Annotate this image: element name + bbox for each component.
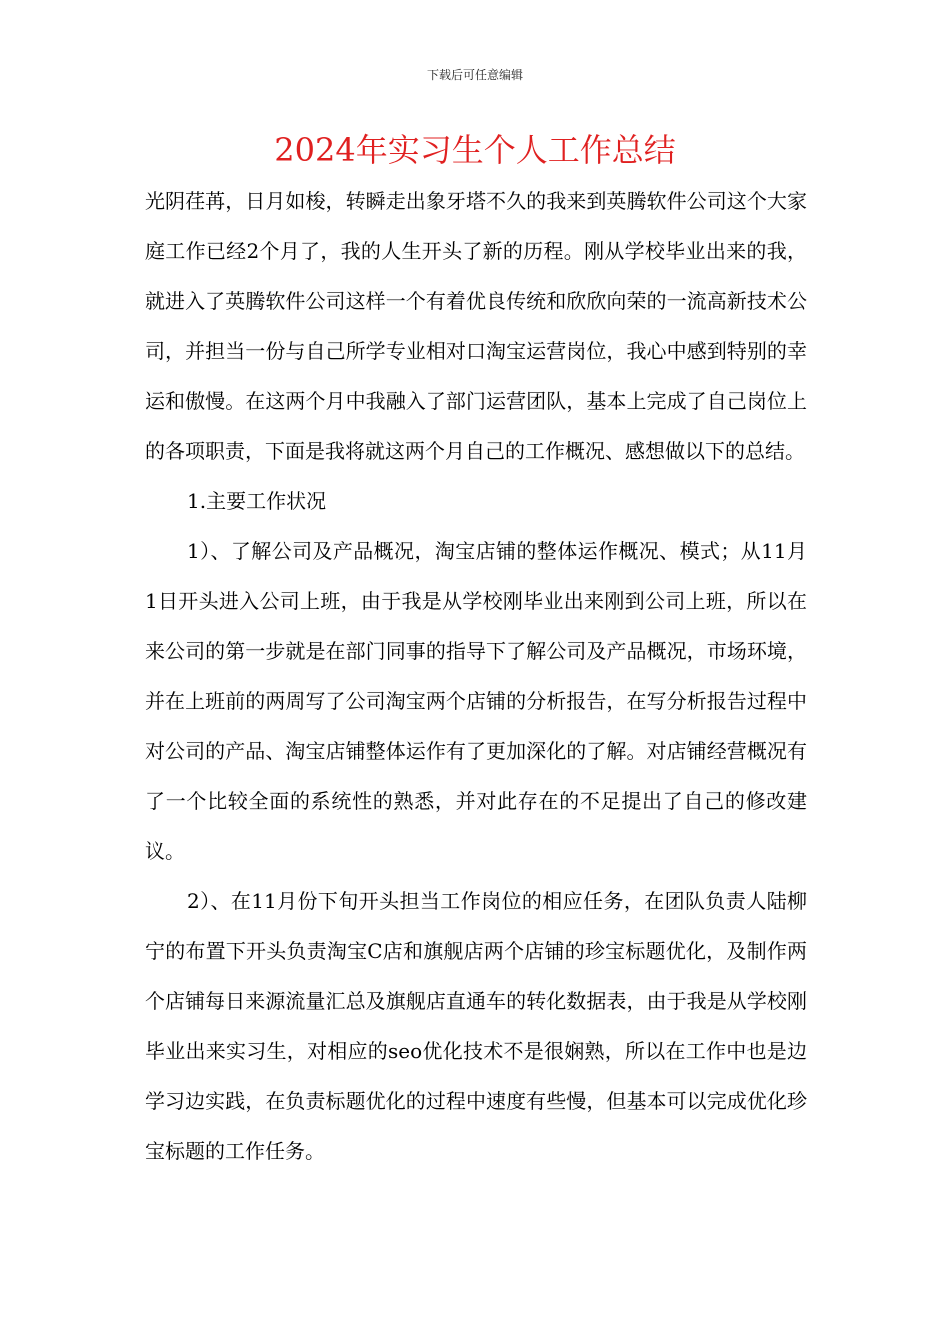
document-body <box>145 176 807 1176</box>
document-title: 2024年实习生个人工作总结 <box>274 131 676 169</box>
header-note: 下载后可任意编辑 <box>426 68 523 82</box>
paragraph-item-2: 2）、在11月份下旬开头担当工作岗位的相应任务，在团队负责人陆柳宁的布置下开头负责淘宝C店和旗舰店两个店铺的珍宝标题优化，及制作两个店铺每日来源流量汇总及旗舰店直通车的转化数据表，由于我是从学校刚毕业出来实习生，对相应的seo优化技术不是很娴熟，所以在工作中也是边学习边实践，在负责标题优化的过程中速度有些慢，但基本可以完成优化珍宝标题的工作任务。 <box>145 889 807 1163</box>
paragraph-item-1: 1）、了解公司及产品概况，淘宝店铺的整体运作概况、模式；从11月1日开头进入公司上班，由于我是从学校刚毕业出来刚到公司上班，所以在来公司的第一步就是在部门同事的指导下了解公司及产品概况，市场环境，并在上班前的两周写了公司淘宝两个店铺的分析报告，在写分析报告过程中对公司的产品、淘宝店铺整体运作有了更加深化的了解。对店铺经营概况有了一个比较全面的系统性的熟悉，并对此存在的不足提出了自己的修改建议。 <box>145 539 807 863</box>
paragraph-intro: 光阴荏苒，日月如梭，转瞬走出象牙塔不久的我来到英腾软件公司这个大家庭工作已经2个月了，我的人生开头了新的历程。刚从学校毕业出来的我，就进入了英腾软件公司这样一个有着优良传统和欣欣向荣的一流高新技术公司，并担当一份与自己所学专业相对口淘宝运营岗位，我心中感到特别的幸运和傲慢。在这两个月中我融入了部门运营团队，基本上完成了自己岗位上的各项职责，下面是我将就这两个月自己的工作概况、感想做以下的总结。 <box>145 189 807 463</box>
section-heading-main-work: 1.主要工作状况 <box>187 489 327 513</box>
